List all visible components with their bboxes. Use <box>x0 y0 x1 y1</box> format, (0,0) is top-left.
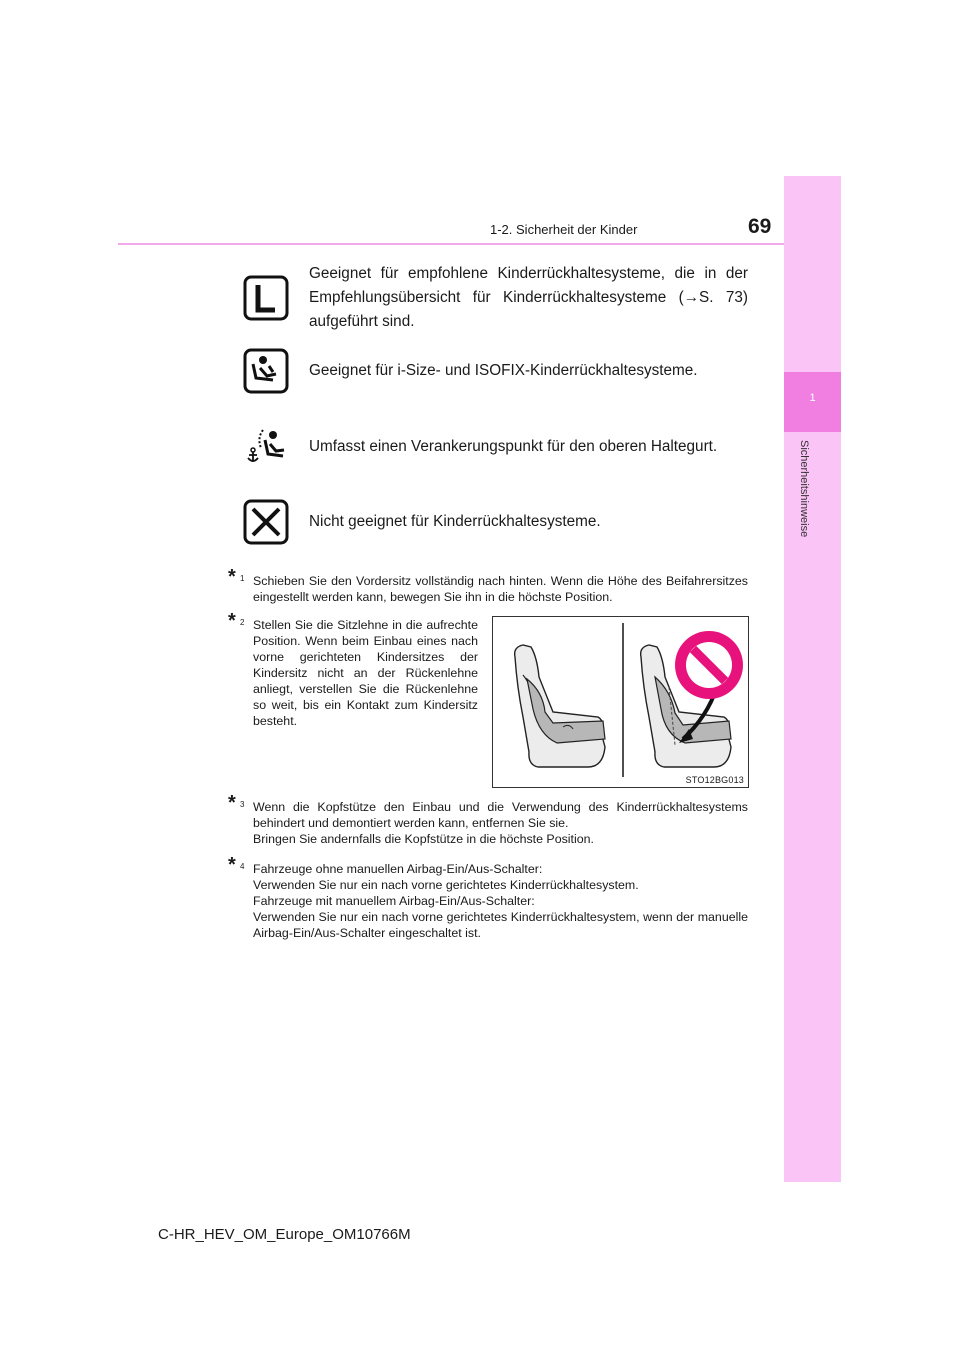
footnote-1 <box>228 566 748 605</box>
header-rule <box>118 243 841 245</box>
footnote-text-line: Fahrzeuge ohne manuellen Airbag-Ein/Aus-Schalter: <box>253 862 543 876</box>
footnote-4 <box>228 854 748 941</box>
footnote-3 <box>228 792 748 847</box>
footnote-number: 4 <box>240 862 245 871</box>
footer-document-id: C-HR_HEV_OM_Europe_OM10766M <box>158 1226 411 1243</box>
cross-box-icon <box>243 499 289 545</box>
footnote-marker: * <box>228 566 236 588</box>
top-tether-anchor-icon <box>243 424 289 470</box>
footnote-text-line: Bringen Sie andernfalls die Kopfstütze in die höchste Position. <box>253 832 594 846</box>
legend-row-isofix <box>243 348 748 394</box>
legend-text: Geeignet für empfohlene Kinderrückhaltesysteme, die in der Empfehlungsübersicht für Kinderrückhaltesysteme (→S. 73) aufgeführt sind. <box>309 265 748 330</box>
footnote-number: 3 <box>240 800 245 809</box>
legend-text: Umfasst einen Verankerungspunkt für den oberen Haltegurt. <box>309 438 718 455</box>
isofix-seat-icon <box>243 348 289 394</box>
footnote-text-line: Verwenden Sie nur ein nach vorne gerichtetes Kinderrückhaltesystem, wenn der manuelle Airbag-Ein/Aus-Schalter eingeschaltet ist. <box>253 910 748 940</box>
prohibition-icon <box>675 631 743 699</box>
footnote-number: 1 <box>240 574 245 583</box>
header-title: 1-2. Sicherheit der Kinder <box>490 222 638 237</box>
footnote-text: Schieben Sie den Vordersitz vollständig nach hinten. Wenn die Höhe des Beifahrersitzes eingestellt werden kann, bewegen Sie ihn in die höchste Position. <box>253 574 748 604</box>
footnote-text: Stellen Sie die Sitzlehne in die aufrechte Position. Wenn beim Einbau eines nach vorne gerichteten Kindersitzes der Kindersitz nicht an der Rückenlehne anliegt, verstellen Sie die Rückenlehne so weit, bis ein Kontakt zum Kindersitz besteht. <box>253 618 478 728</box>
legend-row-l <box>243 262 748 336</box>
legend-text: Geeignet für i-Size- und ISOFIX-Kinderrückhaltesysteme. <box>309 362 698 379</box>
seat-illustration <box>492 616 749 788</box>
letter-l-icon <box>243 275 289 321</box>
footnote-marker: * <box>228 610 236 632</box>
legend-row-not-suitable <box>243 499 748 545</box>
sidebar-chapter-label: Sicherheitshinweise <box>798 440 810 538</box>
sidebar-tab <box>784 176 841 1182</box>
footnote-marker: * <box>228 854 236 876</box>
legend-row-tether <box>243 424 748 470</box>
footnote-marker: * <box>228 792 236 814</box>
legend-text: Nicht geeignet für Kinderrückhaltesysteme. <box>309 513 601 530</box>
page-number: 69 <box>748 215 772 238</box>
footnote-text-line: Fahrzeuge mit manuellem Airbag-Ein/Aus-Schalter: <box>253 894 535 908</box>
footnote-2 <box>228 610 478 729</box>
sidebar-chapter-number: 1 <box>809 392 816 404</box>
footnote-number: 2 <box>240 618 245 627</box>
footnote-text-line: Verwenden Sie nur ein nach vorne gerichtetes Kinderrückhaltesystem. <box>253 878 639 892</box>
figure-code: STO12BG013 <box>685 775 744 785</box>
footnote-text-line: Wenn die Kopfstütze den Einbau und die Verwendung des Kinderrückhaltesystems behindert und demontiert werden kann, entfernen Sie sie. <box>253 800 748 830</box>
